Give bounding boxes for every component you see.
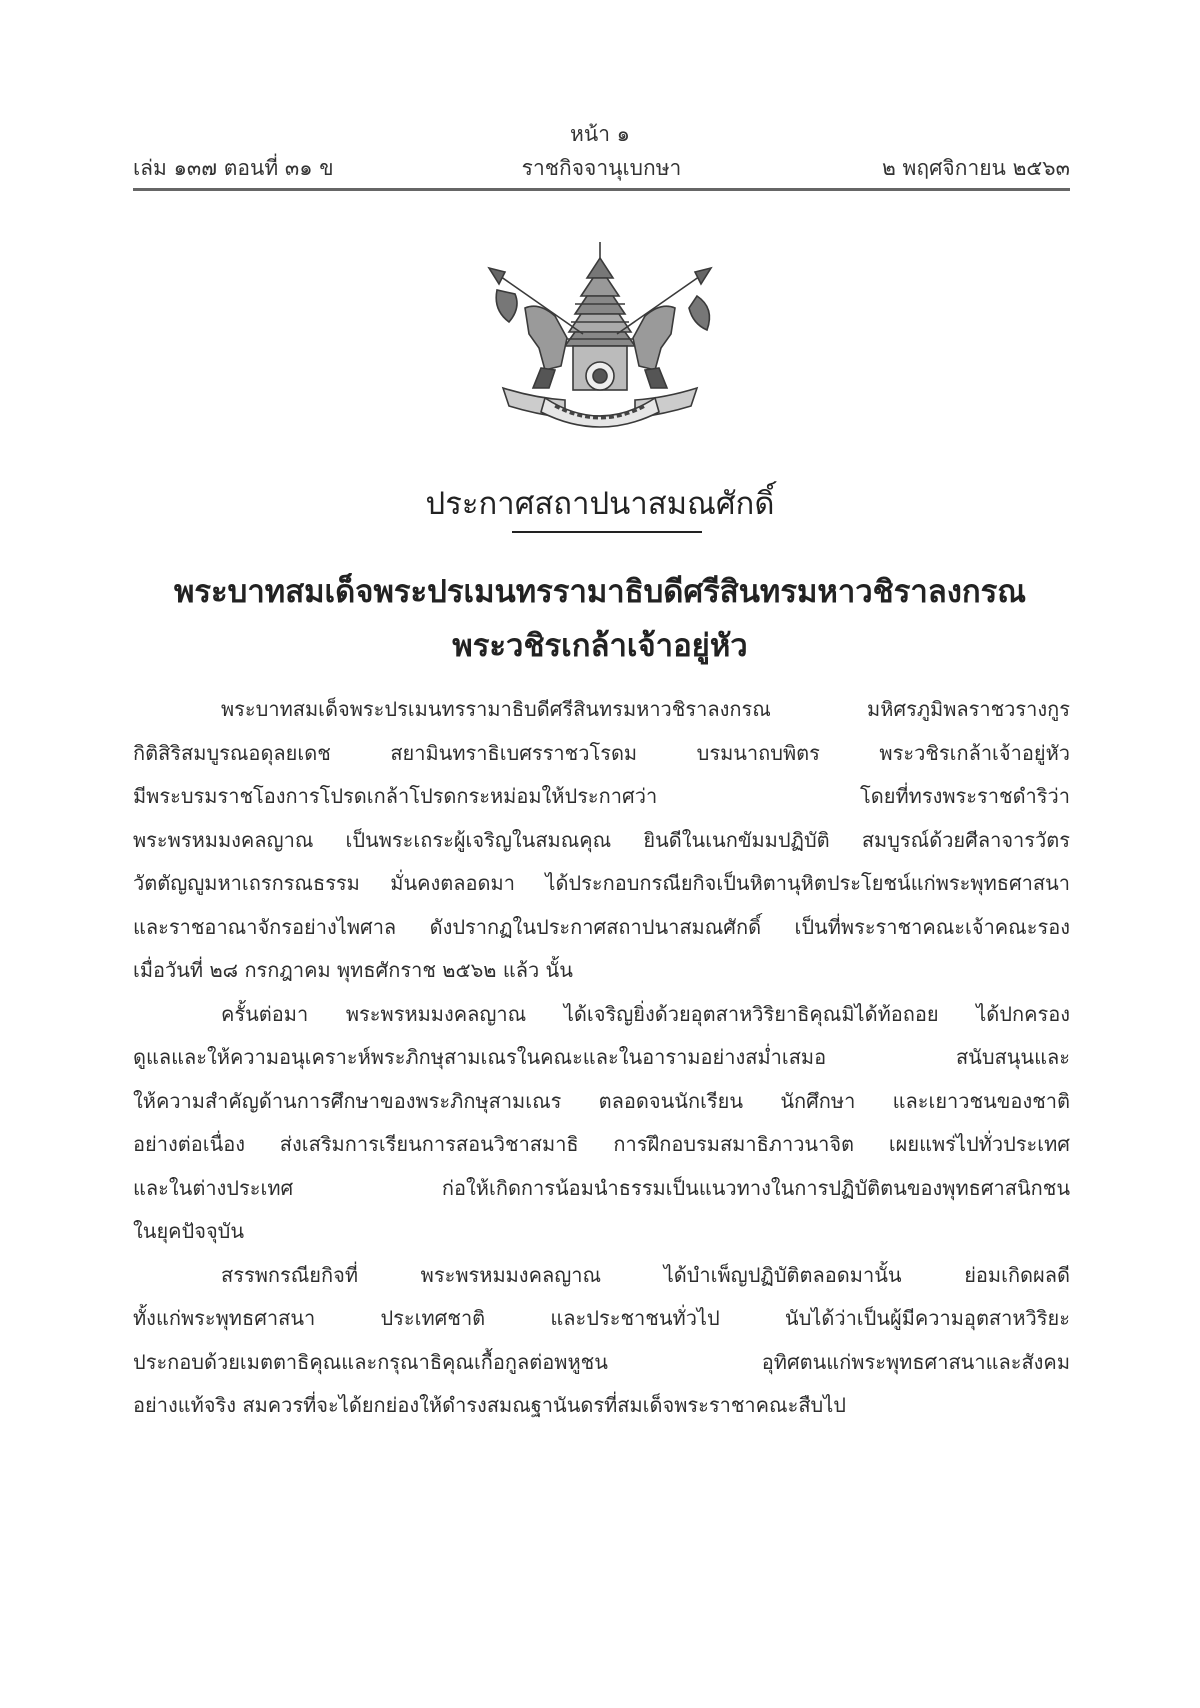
body-line: สรรพกรณียกิจที่ พระพรหมมงคลญาณ ได้บำเพ็ญปฏิบัติตลอดมานั้น ย่อมเกิดผลดี xyxy=(221,1262,1070,1287)
paragraph xyxy=(133,688,1070,993)
title-line: พระบาทสมเด็จพระปรเมนทรรามาธิบดีศรีสินทรมหาวชิราลงกรณ xyxy=(173,574,1027,610)
body-line: เมื่อวันที่ ๒๘ กรกฎาคม พุทธศักราช ๒๕๖๒ แล้ว นั้น xyxy=(133,958,573,982)
body-line: พระพรหมมงคลญาณ เป็นพระเถระผู้เจริญในสมณคุณ ยินดีในเนกขัมมปฏิบัติ สมบูรณ์ด้วยศีลาจารวัตร xyxy=(133,827,1070,852)
document-title xyxy=(0,565,1200,673)
paragraph xyxy=(133,993,1070,1254)
body-line: และในต่างประเทศ ก่อให้เกิดการน้อมนำธรรมเป็นแนวทางในการปฏิบัติตนของพุทธศาสนิกชน xyxy=(133,1175,1070,1200)
page-number: หน้า ๑ xyxy=(570,122,630,146)
body-line: พระบาทสมเด็จพระปรเมนทรรามาธิบดีศรีสินทรมหาวชิราลงกรณ มหิศรภูมิพลราชวรางกูร xyxy=(221,697,1070,721)
body-line: ทั้งแก่พระพุทธศาสนา ประเทศชาติ และประชาชนทั่วไป นับได้ว่าเป็นผู้มีความอุตสาหวิริยะ xyxy=(133,1306,1070,1330)
document-type-heading: ประกาศสถาปนาสมณศักดิ์ xyxy=(425,486,775,522)
body-line: วัตตัญญูมหาเถรกรณธรรม มั่นคงตลอดมา ได้ประกอบกรณียกิจเป็นหิตานุหิตประโยชน์แก่พระพุทธศาสนา xyxy=(133,871,1070,895)
body-line: กิติสิริสมบูรณอดุลยเดช สยามินทราธิเบศรราชวโรดม บรมนาถบพิตร พระวชิรเกล้าเจ้าอยู่หัว xyxy=(133,740,1070,765)
document-body xyxy=(133,688,1070,1428)
header-divider xyxy=(133,188,1070,191)
volume-issue: เล่ม ๑๓๗ ตอนที่ ๓๑ ข xyxy=(133,156,334,180)
body-line: อย่างแท้จริง สมควรที่จะได้ยกย่องให้ดำรงสมณฐานันดรที่สมเด็จพระราชาคณะสืบไป xyxy=(133,1393,846,1417)
body-line: ประกอบด้วยเมตตาธิคุณและกรุณาธิคุณเกื้อกูลต่อพหูชน อุทิศตนแก่พระพุทธศาสนาและสังคม xyxy=(133,1349,1070,1374)
publication-name: ราชกิจจานุเบกษา xyxy=(521,156,682,180)
body-line: ให้ความสำคัญด้านการศึกษาของพระภิกษุสามเณร ตลอดจนนักเรียน นักศึกษา และเยาวชนของชาติ xyxy=(133,1088,1070,1113)
gazette-header xyxy=(133,152,1070,186)
body-line: มีพระบรมราชโองการโปรดเกล้าโปรดกระหม่อมให้ประกาศว่า โดยที่ทรงพระราชดำริว่า xyxy=(133,784,1070,808)
body-line: ดูแลและให้ความอนุเคราะห์พระภิกษุสามเณรในคณะและในอารามอย่างสม่ำเสมอ สนับสนุนและ xyxy=(133,1045,1070,1069)
royal-emblem-icon xyxy=(475,238,725,433)
publication-date: ๒ พฤศจิกายน ๒๕๖๓ xyxy=(882,156,1070,180)
body-line: ในยุคปัจจุบัน xyxy=(133,1219,245,1243)
paragraph xyxy=(133,1254,1070,1428)
body-line: ครั้นต่อมา พระพรหมมงคลญาณ ได้เจริญยิ่งด้วยอุตสาหวิริยาธิคุณมิได้ท้อถอย ได้ปกครอง xyxy=(221,1001,1070,1026)
title-divider xyxy=(512,531,702,533)
body-line: และราชอาณาจักรอย่างไพศาล ดังปรากฏในประกาศสถาปนาสมณศักดิ์ เป็นที่พระราชาคณะเจ้าคณะรอง xyxy=(133,914,1070,939)
body-line: อย่างต่อเนื่อง ส่งเสริมการเรียนการสอนวิชาสมาธิ การฝึกอบรมสมาธิภาวนาจิต เผยแพร่ไปทั่วประเทศ xyxy=(133,1132,1070,1156)
title-line: พระวชิรเกล้าเจ้าอยู่หัว xyxy=(452,628,748,664)
